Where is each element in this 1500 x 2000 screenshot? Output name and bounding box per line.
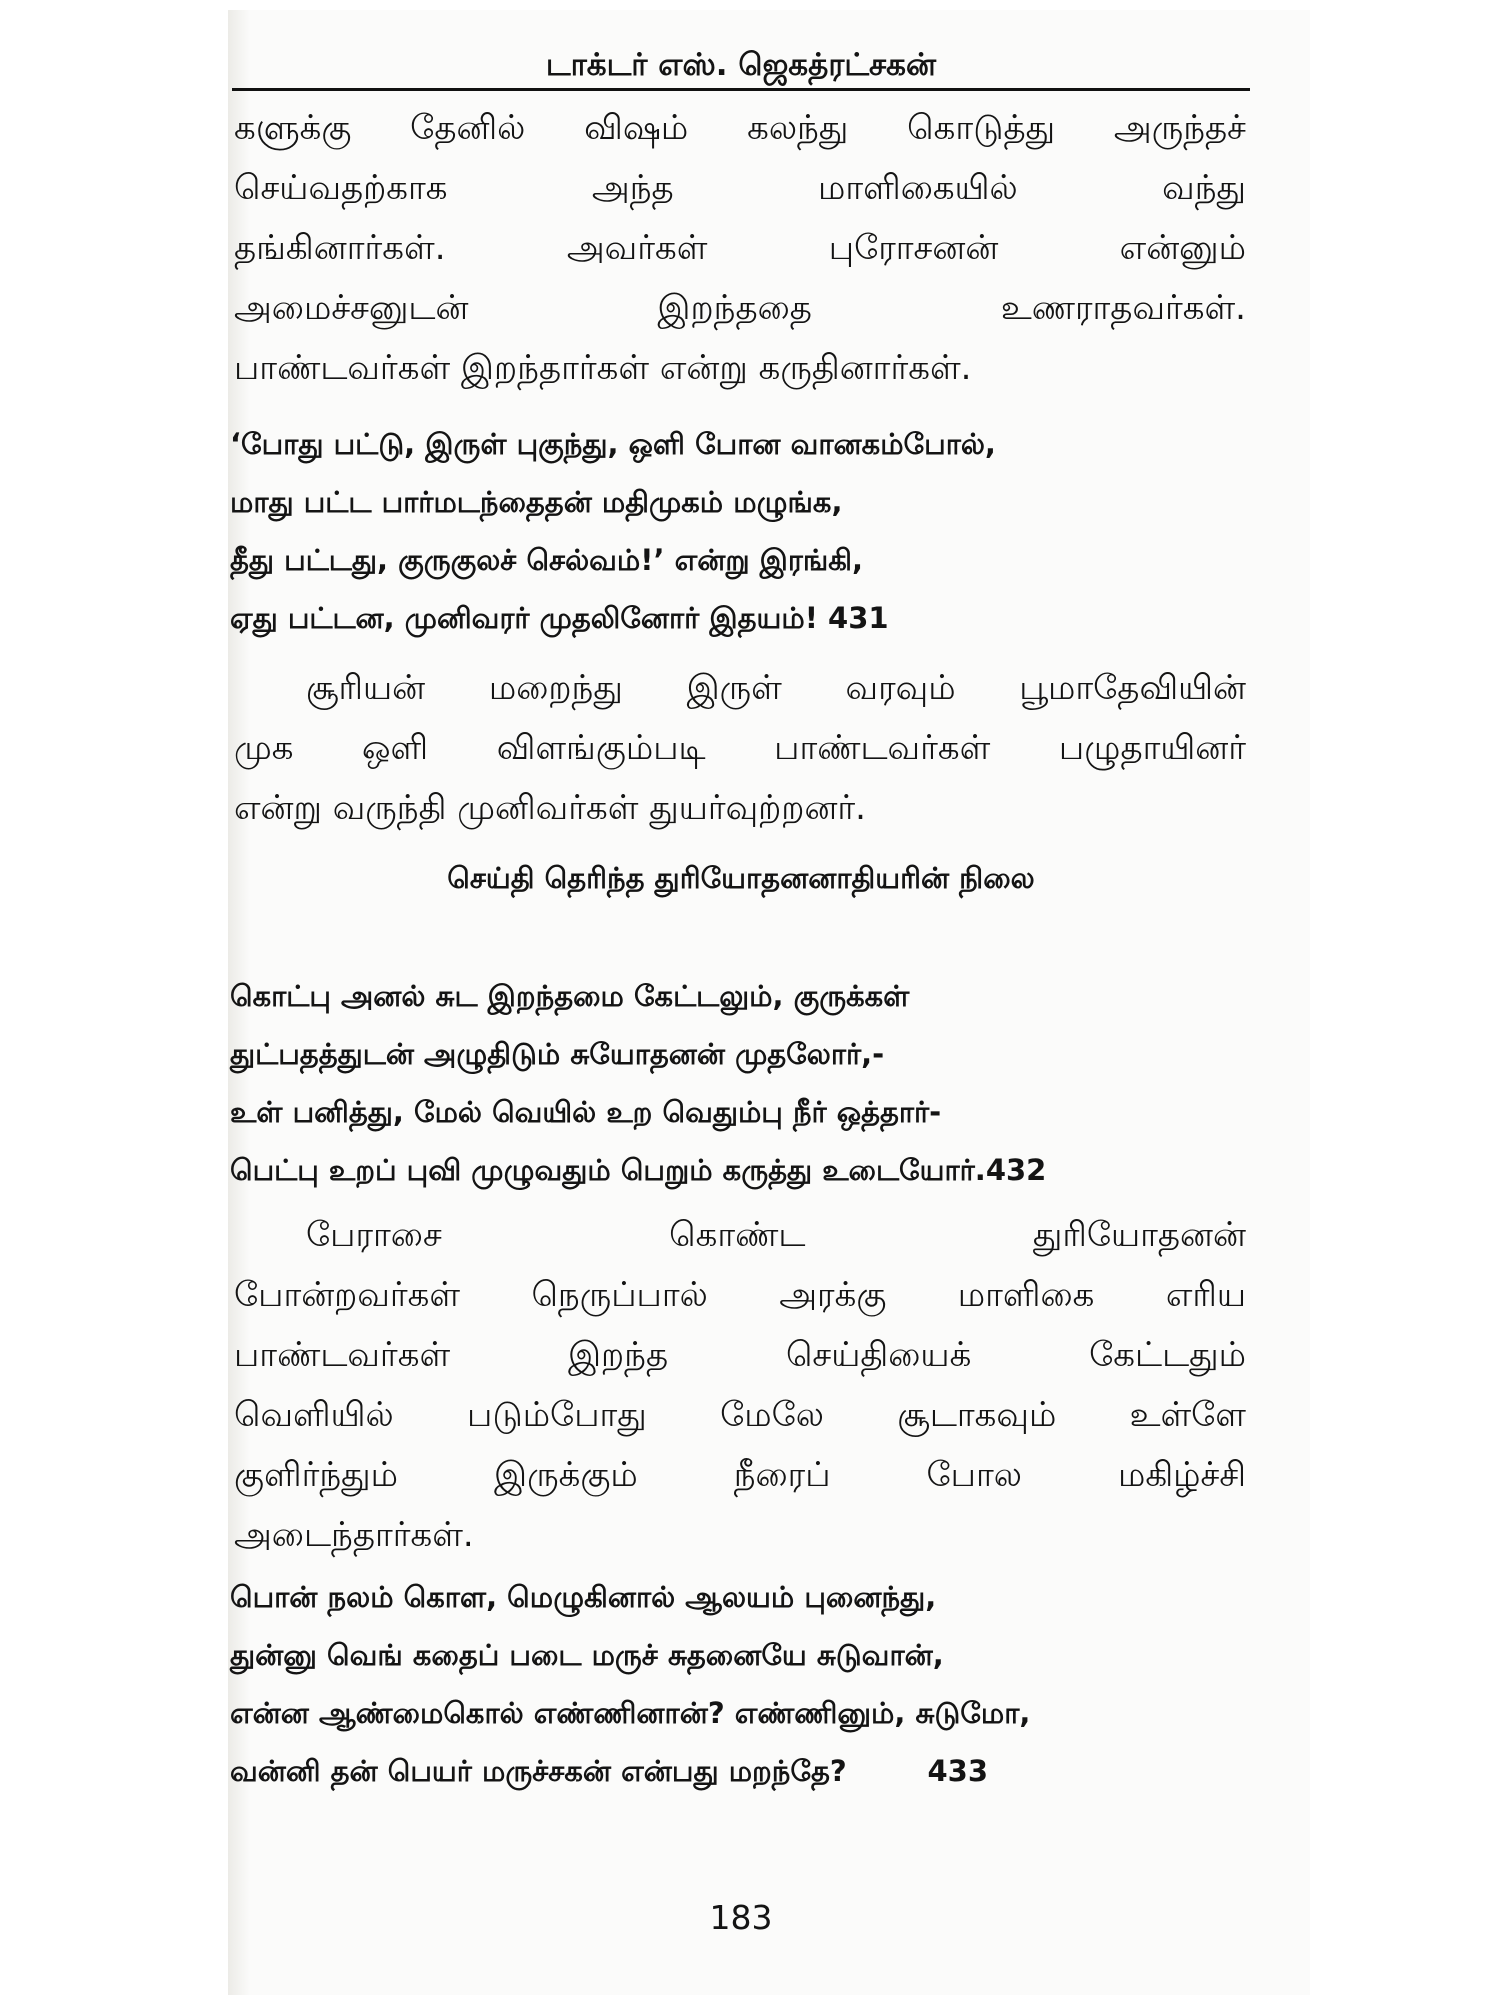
paragraph-line: வெளியில் படும்போது மேலே சூடாகவும் உள்ளே bbox=[234, 1395, 1246, 1435]
paragraph-2 bbox=[234, 658, 1246, 838]
paragraph-line: அடைந்தார்கள். bbox=[234, 1515, 474, 1555]
paragraph-line: அமைச்சனுடன் இறந்ததை உணராதவர்கள். bbox=[234, 288, 1246, 328]
page-number: 183 bbox=[709, 1898, 773, 1937]
paragraph-line: முக ஒளி விளங்கும்படி பாண்டவர்கள் பழுதாயினர் bbox=[234, 728, 1246, 768]
verse-line: மாது பட்ட பார்மடந்தைதன் மதிமுகம் மழுங்க, bbox=[230, 485, 843, 519]
paragraph-line: பாண்டவர்கள் இறந்தார்கள் என்று கருதினார்கள். bbox=[234, 348, 972, 388]
paragraph-line: பேராசை கொண்ட துரியோதனன் bbox=[306, 1215, 1246, 1255]
paragraph-line: செய்வதற்காக அந்த மாளிகையில் வந்து bbox=[234, 168, 1246, 208]
paragraph-1 bbox=[234, 98, 1246, 398]
paragraph-line: என்று வருந்தி முனிவர்கள் துயர்வுற்றனர். bbox=[234, 788, 866, 828]
verse-line: கொட்பு அனல் சுட இறந்தமை கேட்டலும், குருக்கள் bbox=[230, 979, 910, 1013]
verse-line: உள் பனித்து, மேல் வெயில் உற வெதும்பு நீர் ஒத்தார்- bbox=[230, 1095, 942, 1129]
section-subheading: செய்தி தெரிந்த துரியோதனனாதியரின் நிலை bbox=[447, 861, 1035, 895]
verse-line: தீது பட்டது, குருகுலச் செல்வம்!’ என்று இரங்கி, bbox=[230, 543, 864, 577]
verse-line: ஏது பட்டன, முனிவரர் முதலினோர் இதயம்! 431 bbox=[230, 601, 889, 635]
verse-line: பெட்பு உறப் புவி முழுவதும் பெறும் கருத்து உடையோர்.432 bbox=[230, 1153, 1047, 1187]
verse-line: வன்னி தன் பெயர் மருச்சகன் என்பது மறந்தே? 433 bbox=[230, 1754, 988, 1788]
verse-line: என்ன ஆண்மைகொல் எண்ணினான்? எண்ணினும், சுடுமோ, bbox=[230, 1696, 1031, 1730]
paragraph-3 bbox=[234, 1205, 1246, 1565]
verse-433 bbox=[230, 1568, 1250, 1800]
paragraph-line: குளிர்ந்தும் இருக்கும் நீரைப் போல மகிழ்ச்சி bbox=[234, 1455, 1246, 1495]
verse-432 bbox=[230, 967, 1250, 1199]
paragraph-line: களுக்கு தேனில் விஷம் கலந்து கொடுத்து அருந்தச் bbox=[234, 108, 1246, 148]
paragraph-line: தங்கினார்கள். அவர்கள் புரோசனன் என்னும் bbox=[234, 228, 1246, 268]
running-header: டாக்டர் எஸ். ஜெகத்ரட்சகன் bbox=[545, 47, 937, 83]
verse-431 bbox=[230, 415, 1250, 647]
header-divider bbox=[232, 88, 1250, 91]
verse-line: பொன் நலம் கொள, மெழுகினால் ஆலயம் புனைந்து, bbox=[230, 1580, 937, 1614]
paragraph-line: பாண்டவர்கள் இறந்த செய்தியைக் கேட்டதும் bbox=[234, 1335, 1246, 1375]
paragraph-line: போன்றவர்கள் நெருப்பால் அரக்கு மாளிகை எரிய bbox=[234, 1275, 1246, 1315]
verse-line: துன்னு வெங் கதைப் படை மருச் சுதனையே சுடுவான், bbox=[230, 1638, 944, 1672]
paragraph-line: சூரியன் மறைந்து இருள் வரவும் பூமாதேவியின் bbox=[306, 668, 1246, 708]
verse-line: துட்பதத்துடன் அழுதிடும் சுயோதனன் முதலோர்,- bbox=[230, 1037, 885, 1071]
verse-line: ‘போது பட்டு, இருள் புகுந்து, ஒளி போன வானகம்போல், bbox=[230, 427, 996, 461]
